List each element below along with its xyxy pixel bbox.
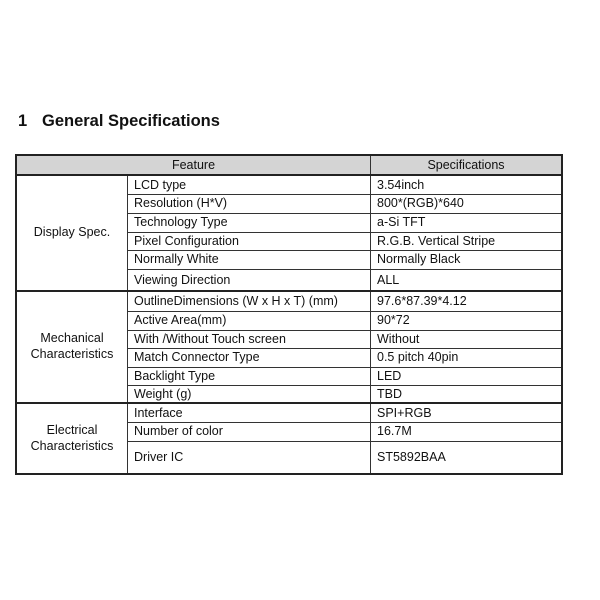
value-cell: 3.54inch	[371, 175, 563, 194]
header-feature: Feature	[16, 155, 371, 175]
spec-group	[16, 291, 562, 403]
feature-cell: LCD type	[128, 175, 371, 194]
feature-cell: Viewing Direction	[128, 269, 371, 291]
value-cell: LED	[371, 367, 563, 385]
feature-cell: Driver IC	[128, 441, 371, 474]
value-cell: 97.6*87.39*4.12	[371, 291, 563, 311]
value-cell: ALL	[371, 269, 563, 291]
value-cell: 0.5 pitch 40pin	[371, 348, 563, 367]
feature-cell: Pixel Configuration	[128, 232, 371, 250]
group-label: Display Spec.	[16, 175, 128, 291]
feature-cell: Resolution (H*V)	[128, 194, 371, 213]
section-heading	[18, 112, 220, 131]
table-row	[16, 291, 562, 311]
value-cell: ST5892BAA	[371, 441, 563, 474]
value-cell: SPI+RGB	[371, 403, 563, 422]
feature-cell: Technology Type	[128, 213, 371, 232]
feature-cell: Backlight Type	[128, 367, 371, 385]
value-cell: Without	[371, 330, 563, 348]
value-cell: a-Si TFT	[371, 213, 563, 232]
spec-group	[16, 403, 562, 474]
feature-cell: Normally White	[128, 250, 371, 269]
value-cell: Normally Black	[371, 250, 563, 269]
table-header-row	[16, 155, 562, 175]
header-specifications: Specifications	[371, 155, 563, 175]
feature-cell: OutlineDimensions (W x H x T) (mm)	[128, 291, 371, 311]
feature-cell: Number of color	[128, 422, 371, 441]
feature-cell: Match Connector Type	[128, 348, 371, 367]
general-specifications-table	[15, 154, 563, 475]
feature-cell: Interface	[128, 403, 371, 422]
feature-cell: Active Area(mm)	[128, 311, 371, 330]
section-title: General Specifications	[42, 112, 220, 130]
value-cell: 800*(RGB)*640	[371, 194, 563, 213]
table-row	[16, 403, 562, 422]
section-number: 1	[18, 112, 28, 130]
table-row	[16, 175, 562, 194]
spec-group	[16, 175, 562, 291]
value-cell: TBD	[371, 385, 563, 403]
feature-cell: With /Without Touch screen	[128, 330, 371, 348]
value-cell: 16.7M	[371, 422, 563, 441]
value-cell: R.G.B. Vertical Stripe	[371, 232, 563, 250]
group-label: Electrical Characteristics	[16, 403, 128, 474]
feature-cell: Weight (g)	[128, 385, 371, 403]
value-cell: 90*72	[371, 311, 563, 330]
group-label: Mechanical Characteristics	[16, 291, 128, 403]
